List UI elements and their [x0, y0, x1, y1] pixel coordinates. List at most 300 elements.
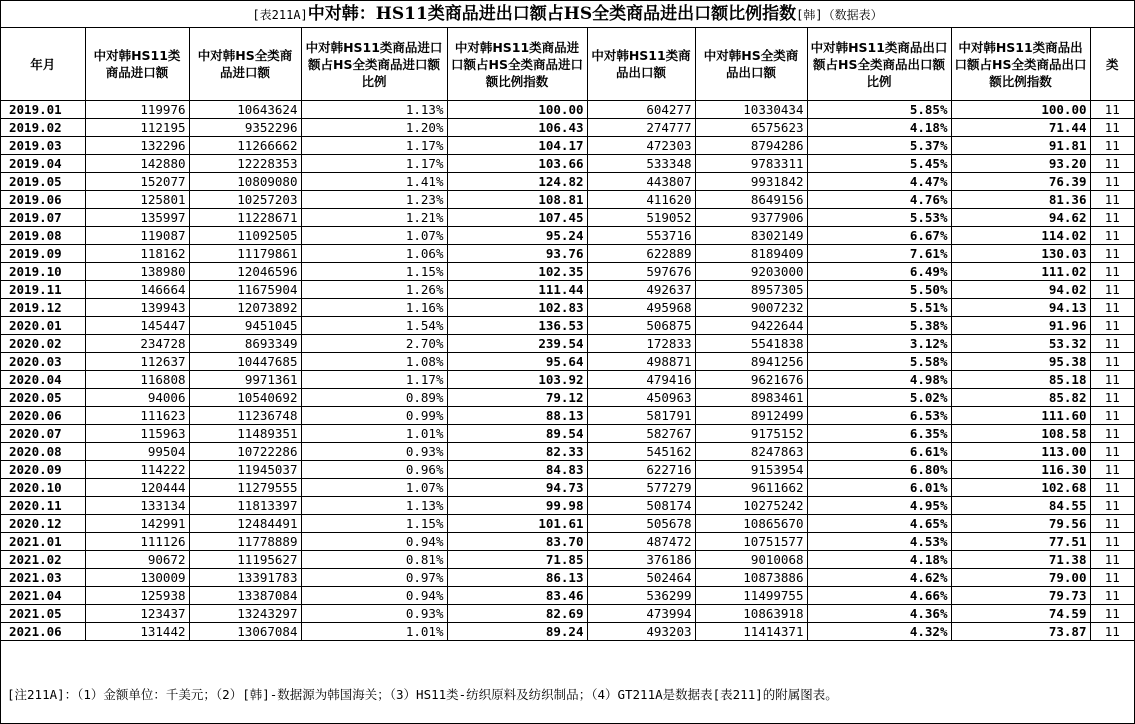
hs11-import-cell: 90672 [85, 551, 189, 569]
hs11-import-cell: 120444 [85, 479, 189, 497]
all-import-cell: 11236748 [189, 407, 301, 425]
month-cell: 2020.06 [1, 407, 85, 425]
export-index-cell: 108.58 [951, 425, 1090, 443]
month-cell: 2019.03 [1, 137, 85, 155]
export-ratio-cell: 6.49% [807, 263, 951, 281]
all-import-cell: 11945037 [189, 461, 301, 479]
category-cell: 11 [1090, 605, 1134, 623]
hs11-export-cell: 479416 [587, 371, 695, 389]
table-row [1, 137, 1134, 155]
all-export-cell: 9611662 [695, 479, 807, 497]
import-index-cell: 99.98 [447, 497, 587, 515]
import-index-cell: 83.70 [447, 533, 587, 551]
export-index-cell: 84.55 [951, 497, 1090, 515]
all-import-cell: 11279555 [189, 479, 301, 497]
all-import-cell: 9451045 [189, 317, 301, 335]
all-import-cell: 10257203 [189, 191, 301, 209]
import-ratio-cell: 1.20% [301, 119, 447, 137]
all-import-cell: 8693349 [189, 335, 301, 353]
import-index-cell: 71.85 [447, 551, 587, 569]
month-cell: 2020.01 [1, 317, 85, 335]
import-index-cell: 124.82 [447, 173, 587, 191]
import-ratio-cell: 0.94% [301, 533, 447, 551]
export-index-cell: 130.03 [951, 245, 1090, 263]
export-ratio-cell: 3.12% [807, 335, 951, 353]
all-export-cell: 8957305 [695, 281, 807, 299]
all-export-cell: 9422644 [695, 317, 807, 335]
import-ratio-cell: 1.13% [301, 497, 447, 515]
table-row [1, 335, 1134, 353]
import-ratio-cell: 1.54% [301, 317, 447, 335]
export-index-cell: 95.38 [951, 353, 1090, 371]
export-index-cell: 91.81 [951, 137, 1090, 155]
import-ratio-cell: 1.23% [301, 191, 447, 209]
category-cell: 11 [1090, 209, 1134, 227]
category-cell: 11 [1090, 623, 1134, 641]
export-index-cell: 93.20 [951, 155, 1090, 173]
hs11-export-cell: 553716 [587, 227, 695, 245]
table-row [1, 317, 1134, 335]
export-ratio-cell: 4.53% [807, 533, 951, 551]
all-export-cell: 11414371 [695, 623, 807, 641]
export-ratio-cell: 5.37% [807, 137, 951, 155]
import-index-cell: 103.66 [447, 155, 587, 173]
table-row [1, 299, 1134, 317]
import-index-cell: 103.92 [447, 371, 587, 389]
table-row [1, 173, 1134, 191]
month-cell: 2019.07 [1, 209, 85, 227]
all-import-cell: 13387084 [189, 587, 301, 605]
export-index-cell: 113.00 [951, 443, 1090, 461]
import-ratio-cell: 0.93% [301, 443, 447, 461]
import-ratio-cell: 1.07% [301, 479, 447, 497]
table-row [1, 461, 1134, 479]
month-cell: 2019.10 [1, 263, 85, 281]
all-import-cell: 11489351 [189, 425, 301, 443]
table-row [1, 245, 1134, 263]
export-index-cell: 53.32 [951, 335, 1090, 353]
export-index-cell: 116.30 [951, 461, 1090, 479]
category-cell: 11 [1090, 263, 1134, 281]
hs11-import-cell: 118162 [85, 245, 189, 263]
import-index-cell: 108.81 [447, 191, 587, 209]
export-ratio-cell: 4.62% [807, 569, 951, 587]
export-ratio-cell: 5.58% [807, 353, 951, 371]
month-cell: 2020.12 [1, 515, 85, 533]
hs11-import-cell: 130009 [85, 569, 189, 587]
table-row [1, 155, 1134, 173]
all-export-cell: 8794286 [695, 137, 807, 155]
import-ratio-cell: 1.21% [301, 209, 447, 227]
all-export-cell: 9783311 [695, 155, 807, 173]
export-ratio-cell: 5.53% [807, 209, 951, 227]
import-index-cell: 100.00 [447, 101, 587, 119]
hs11-import-cell: 111126 [85, 533, 189, 551]
import-index-cell: 111.44 [447, 281, 587, 299]
col-header-hs11-export: 中对韩HS11类商品出口额 [587, 28, 695, 101]
month-cell: 2019.01 [1, 101, 85, 119]
table-row [1, 623, 1134, 641]
all-export-cell: 10751577 [695, 533, 807, 551]
import-index-cell: 94.73 [447, 479, 587, 497]
category-cell: 11 [1090, 389, 1134, 407]
export-ratio-cell: 5.45% [807, 155, 951, 173]
export-ratio-cell: 4.32% [807, 623, 951, 641]
hs11-import-cell: 114222 [85, 461, 189, 479]
all-import-cell: 10643624 [189, 101, 301, 119]
table-row [1, 551, 1134, 569]
all-export-cell: 10865670 [695, 515, 807, 533]
category-cell: 11 [1090, 497, 1134, 515]
category-cell: 11 [1090, 425, 1134, 443]
import-index-cell: 95.64 [447, 353, 587, 371]
export-index-cell: 94.62 [951, 209, 1090, 227]
all-import-cell: 10722286 [189, 443, 301, 461]
all-import-cell: 12228353 [189, 155, 301, 173]
export-index-cell: 74.59 [951, 605, 1090, 623]
export-ratio-cell: 4.66% [807, 587, 951, 605]
hs11-export-cell: 411620 [587, 191, 695, 209]
export-ratio-cell: 4.18% [807, 551, 951, 569]
import-index-cell: 106.43 [447, 119, 587, 137]
category-cell: 11 [1090, 371, 1134, 389]
all-export-cell: 8941256 [695, 353, 807, 371]
export-ratio-cell: 5.38% [807, 317, 951, 335]
category-cell: 11 [1090, 173, 1134, 191]
category-cell: 11 [1090, 569, 1134, 587]
all-export-cell: 10863918 [695, 605, 807, 623]
hs11-export-cell: 472303 [587, 137, 695, 155]
hs11-import-cell: 94006 [85, 389, 189, 407]
month-cell: 2021.03 [1, 569, 85, 587]
import-ratio-cell: 0.93% [301, 605, 447, 623]
title-prefix: [表211A] [252, 8, 308, 22]
hs11-export-cell: 492637 [587, 281, 695, 299]
import-ratio-cell: 2.70% [301, 335, 447, 353]
export-ratio-cell: 4.36% [807, 605, 951, 623]
export-index-cell: 76.39 [951, 173, 1090, 191]
all-import-cell: 10447685 [189, 353, 301, 371]
all-import-cell: 11179861 [189, 245, 301, 263]
category-cell: 11 [1090, 551, 1134, 569]
category-cell: 11 [1090, 479, 1134, 497]
table-row [1, 227, 1134, 245]
all-import-cell: 11813397 [189, 497, 301, 515]
all-export-cell: 10275242 [695, 497, 807, 515]
export-index-cell: 79.00 [951, 569, 1090, 587]
import-ratio-cell: 1.01% [301, 425, 447, 443]
category-cell: 11 [1090, 299, 1134, 317]
month-cell: 2020.07 [1, 425, 85, 443]
hs11-import-cell: 132296 [85, 137, 189, 155]
table-row [1, 389, 1134, 407]
export-index-cell: 81.36 [951, 191, 1090, 209]
category-cell: 11 [1090, 407, 1134, 425]
import-index-cell: 93.76 [447, 245, 587, 263]
month-cell: 2019.11 [1, 281, 85, 299]
export-ratio-cell: 4.18% [807, 119, 951, 137]
all-export-cell: 8189409 [695, 245, 807, 263]
export-index-cell: 79.73 [951, 587, 1090, 605]
all-export-cell: 8247863 [695, 443, 807, 461]
all-export-cell: 6575623 [695, 119, 807, 137]
month-cell: 2020.08 [1, 443, 85, 461]
table-row [1, 263, 1134, 281]
hs11-import-cell: 125801 [85, 191, 189, 209]
export-ratio-cell: 6.53% [807, 407, 951, 425]
import-index-cell: 82.33 [447, 443, 587, 461]
hs11-export-cell: 577279 [587, 479, 695, 497]
hs11-export-cell: 376186 [587, 551, 695, 569]
export-ratio-cell: 6.35% [807, 425, 951, 443]
col-header-export-index: 中对韩HS11类商品出口额占HS全类商品出口额比例指数 [951, 28, 1090, 101]
hs11-import-cell: 125938 [85, 587, 189, 605]
col-header-month: 年月 [1, 28, 85, 101]
import-index-cell: 239.54 [447, 335, 587, 353]
export-index-cell: 77.51 [951, 533, 1090, 551]
hs11-export-cell: 536299 [587, 587, 695, 605]
table-row [1, 425, 1134, 443]
hs11-import-cell: 234728 [85, 335, 189, 353]
import-ratio-cell: 0.99% [301, 407, 447, 425]
export-index-cell: 71.38 [951, 551, 1090, 569]
hs11-export-cell: 533348 [587, 155, 695, 173]
hs11-export-cell: 493203 [587, 623, 695, 641]
category-cell: 11 [1090, 335, 1134, 353]
export-ratio-cell: 4.47% [807, 173, 951, 191]
month-cell: 2019.06 [1, 191, 85, 209]
all-import-cell: 11228671 [189, 209, 301, 227]
all-export-cell: 9931842 [695, 173, 807, 191]
hs11-import-cell: 146664 [85, 281, 189, 299]
month-cell: 2021.01 [1, 533, 85, 551]
all-export-cell: 9010068 [695, 551, 807, 569]
export-ratio-cell: 5.51% [807, 299, 951, 317]
all-export-cell: 10873886 [695, 569, 807, 587]
import-index-cell: 79.12 [447, 389, 587, 407]
import-ratio-cell: 0.89% [301, 389, 447, 407]
all-import-cell: 9352296 [189, 119, 301, 137]
export-ratio-cell: 5.50% [807, 281, 951, 299]
hs11-import-cell: 119976 [85, 101, 189, 119]
hs11-import-cell: 133134 [85, 497, 189, 515]
all-export-cell: 9175152 [695, 425, 807, 443]
table-row [1, 281, 1134, 299]
hs11-import-cell: 142880 [85, 155, 189, 173]
export-ratio-cell: 7.61% [807, 245, 951, 263]
all-import-cell: 11195627 [189, 551, 301, 569]
all-import-cell: 12484491 [189, 515, 301, 533]
table-row [1, 587, 1134, 605]
import-index-cell: 104.17 [447, 137, 587, 155]
table-row [1, 569, 1134, 587]
month-cell: 2020.03 [1, 353, 85, 371]
export-index-cell: 94.13 [951, 299, 1090, 317]
month-cell: 2019.04 [1, 155, 85, 173]
hs11-export-cell: 495968 [587, 299, 695, 317]
table-row [1, 209, 1134, 227]
month-cell: 2021.04 [1, 587, 85, 605]
hs11-export-cell: 545162 [587, 443, 695, 461]
table-body [1, 101, 1134, 641]
title-suffix: [韩]（数据表） [796, 8, 883, 22]
table-row [1, 371, 1134, 389]
hs11-export-cell: 498871 [587, 353, 695, 371]
import-index-cell: 84.83 [447, 461, 587, 479]
all-export-cell: 10330434 [695, 101, 807, 119]
hs11-export-cell: 172833 [587, 335, 695, 353]
month-cell: 2020.11 [1, 497, 85, 515]
hs11-import-cell: 142991 [85, 515, 189, 533]
all-import-cell: 9971361 [189, 371, 301, 389]
month-cell: 2020.09 [1, 461, 85, 479]
import-ratio-cell: 1.06% [301, 245, 447, 263]
footnote: [注211A]：（1）金额单位：千美元；（2）[韩]-数据源为韩国海关；（3）HS11类-纺织原料及纺织制品；（4）GT211A是数据表[表211]的附属图表。 [7, 687, 838, 702]
col-header-category: 类 [1090, 28, 1134, 101]
col-header-export-ratio: 中对韩HS11类商品出口额占HS全类商品出口额比例 [807, 28, 951, 101]
category-cell: 11 [1090, 227, 1134, 245]
export-index-cell: 100.00 [951, 101, 1090, 119]
import-ratio-cell: 1.15% [301, 515, 447, 533]
hs11-export-cell: 443807 [587, 173, 695, 191]
export-ratio-cell: 6.01% [807, 479, 951, 497]
all-import-cell: 10540692 [189, 389, 301, 407]
month-cell: 2019.08 [1, 227, 85, 245]
table-row [1, 479, 1134, 497]
import-ratio-cell: 1.07% [301, 227, 447, 245]
import-ratio-cell: 1.41% [301, 173, 447, 191]
hs11-export-cell: 597676 [587, 263, 695, 281]
month-cell: 2021.02 [1, 551, 85, 569]
all-export-cell: 11499755 [695, 587, 807, 605]
hs11-import-cell: 135997 [85, 209, 189, 227]
category-cell: 11 [1090, 191, 1134, 209]
import-index-cell: 89.54 [447, 425, 587, 443]
hs11-import-cell: 111623 [85, 407, 189, 425]
category-cell: 11 [1090, 281, 1134, 299]
table-row [1, 443, 1134, 461]
hs11-import-cell: 138980 [85, 263, 189, 281]
import-index-cell: 102.35 [447, 263, 587, 281]
hs11-export-cell: 582767 [587, 425, 695, 443]
category-cell: 11 [1090, 443, 1134, 461]
all-import-cell: 13243297 [189, 605, 301, 623]
export-ratio-cell: 5.02% [807, 389, 951, 407]
all-export-cell: 9007232 [695, 299, 807, 317]
category-cell: 11 [1090, 155, 1134, 173]
all-import-cell: 11675904 [189, 281, 301, 299]
hs11-import-cell: 145447 [85, 317, 189, 335]
import-ratio-cell: 0.81% [301, 551, 447, 569]
category-cell: 11 [1090, 119, 1134, 137]
col-header-import-index: 中对韩HS11类商品进口额占HS全类商品进口额比例指数 [447, 28, 587, 101]
import-index-cell: 107.45 [447, 209, 587, 227]
all-import-cell: 13067084 [189, 623, 301, 641]
table-row [1, 101, 1134, 119]
import-ratio-cell: 1.17% [301, 371, 447, 389]
import-ratio-cell: 1.01% [301, 623, 447, 641]
export-index-cell: 85.82 [951, 389, 1090, 407]
category-cell: 11 [1090, 245, 1134, 263]
table-row [1, 515, 1134, 533]
hs11-import-cell: 119087 [85, 227, 189, 245]
month-cell: 2019.09 [1, 245, 85, 263]
table-row [1, 533, 1134, 551]
hs11-export-cell: 487472 [587, 533, 695, 551]
all-export-cell: 8983461 [695, 389, 807, 407]
hs11-import-cell: 112195 [85, 119, 189, 137]
table-row [1, 119, 1134, 137]
export-ratio-cell: 6.61% [807, 443, 951, 461]
hs11-export-cell: 502464 [587, 569, 695, 587]
month-cell: 2020.02 [1, 335, 85, 353]
hs11-import-cell: 116808 [85, 371, 189, 389]
table-title [1, 1, 1134, 28]
all-import-cell: 11092505 [189, 227, 301, 245]
table-row [1, 497, 1134, 515]
all-import-cell: 13391783 [189, 569, 301, 587]
import-ratio-cell: 1.08% [301, 353, 447, 371]
hs11-import-cell: 152077 [85, 173, 189, 191]
all-import-cell: 10809080 [189, 173, 301, 191]
all-export-cell: 9377906 [695, 209, 807, 227]
all-import-cell: 11778889 [189, 533, 301, 551]
import-ratio-cell: 1.16% [301, 299, 447, 317]
import-index-cell: 136.53 [447, 317, 587, 335]
all-export-cell: 8912499 [695, 407, 807, 425]
month-cell: 2021.06 [1, 623, 85, 641]
export-index-cell: 85.18 [951, 371, 1090, 389]
category-cell: 11 [1090, 317, 1134, 335]
export-ratio-cell: 4.98% [807, 371, 951, 389]
all-export-cell: 5541838 [695, 335, 807, 353]
hs11-export-cell: 506875 [587, 317, 695, 335]
import-ratio-cell: 1.26% [301, 281, 447, 299]
hs11-export-cell: 274777 [587, 119, 695, 137]
import-ratio-cell: 1.17% [301, 137, 447, 155]
import-ratio-cell: 1.15% [301, 263, 447, 281]
all-export-cell: 9621676 [695, 371, 807, 389]
all-import-cell: 11266662 [189, 137, 301, 155]
hs11-import-cell: 115963 [85, 425, 189, 443]
hs11-export-cell: 604277 [587, 101, 695, 119]
export-index-cell: 114.02 [951, 227, 1090, 245]
export-index-cell: 79.56 [951, 515, 1090, 533]
export-index-cell: 111.02 [951, 263, 1090, 281]
import-ratio-cell: 0.94% [301, 587, 447, 605]
export-index-cell: 71.44 [951, 119, 1090, 137]
export-ratio-cell: 4.95% [807, 497, 951, 515]
import-index-cell: 101.61 [447, 515, 587, 533]
month-cell: 2021.05 [1, 605, 85, 623]
hs11-import-cell: 131442 [85, 623, 189, 641]
month-cell: 2019.02 [1, 119, 85, 137]
import-index-cell: 102.83 [447, 299, 587, 317]
table-row [1, 605, 1134, 623]
import-ratio-cell: 1.13% [301, 101, 447, 119]
month-cell: 2020.04 [1, 371, 85, 389]
hs11-export-cell: 519052 [587, 209, 695, 227]
table-row [1, 191, 1134, 209]
export-ratio-cell: 6.80% [807, 461, 951, 479]
hs11-export-cell: 505678 [587, 515, 695, 533]
import-ratio-cell: 1.17% [301, 155, 447, 173]
import-index-cell: 83.46 [447, 587, 587, 605]
hs11-import-cell: 139943 [85, 299, 189, 317]
header-row [1, 28, 1134, 101]
import-index-cell: 86.13 [447, 569, 587, 587]
category-cell: 11 [1090, 353, 1134, 371]
